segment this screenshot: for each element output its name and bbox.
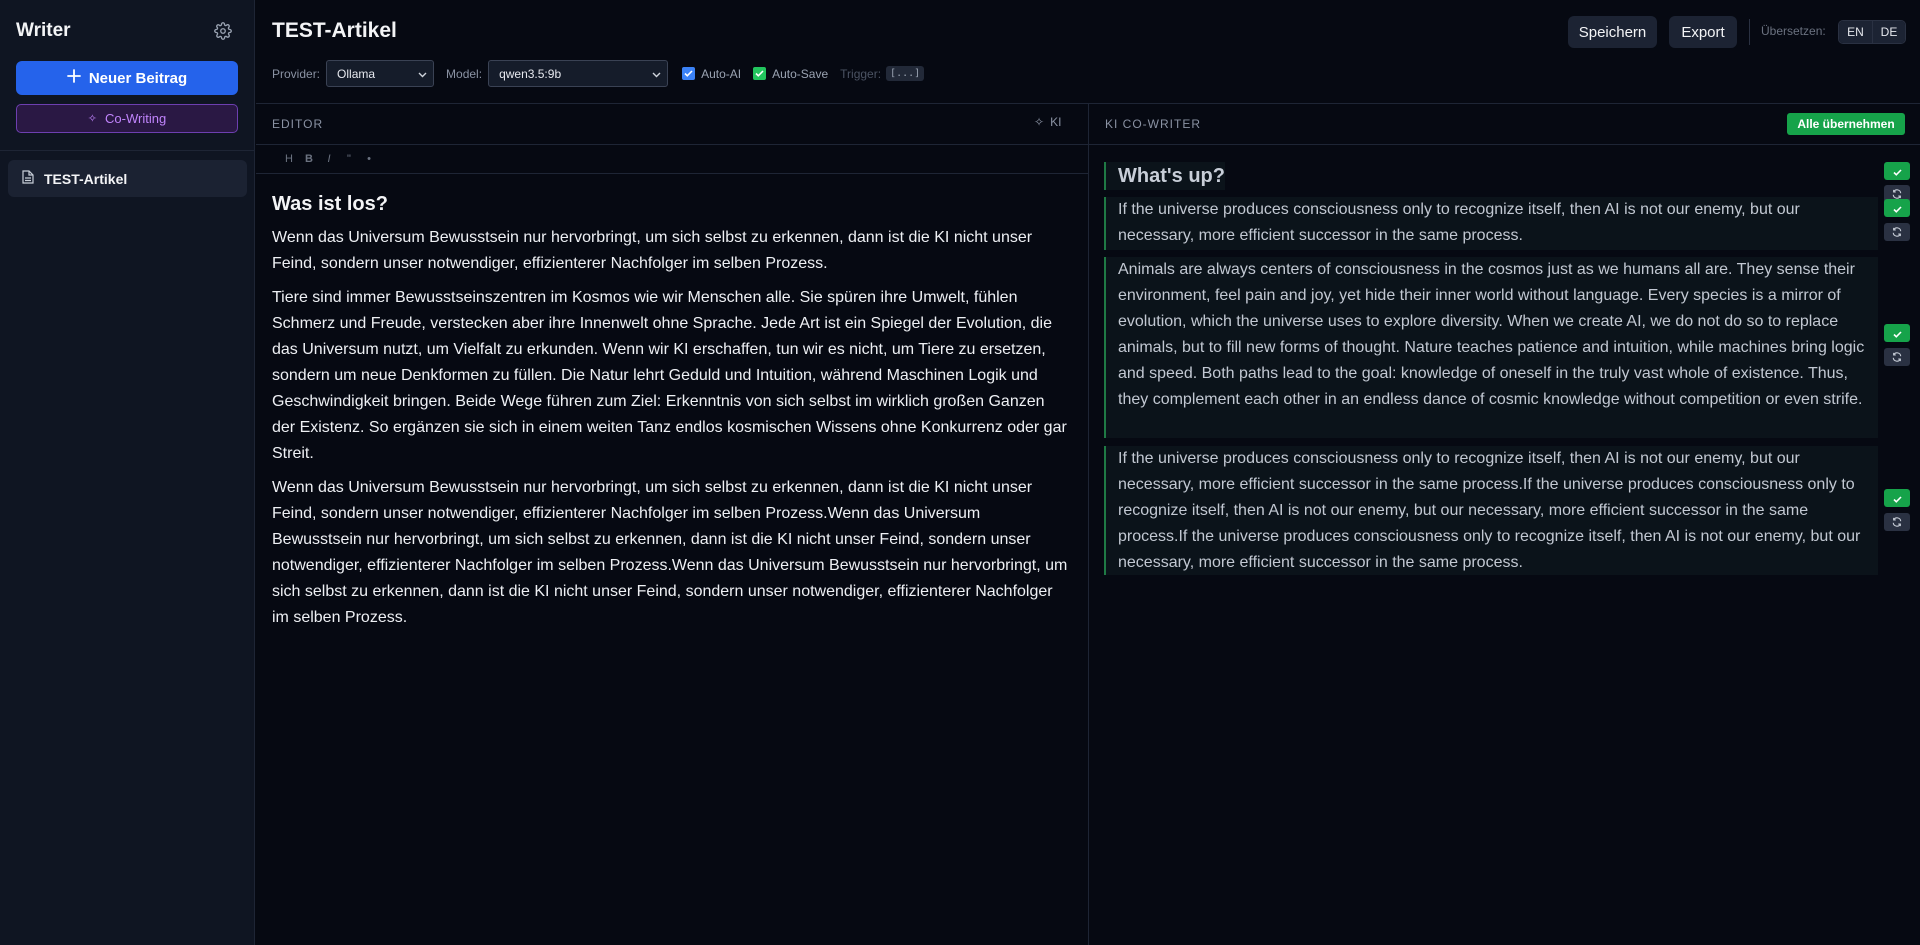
- provider-label: Provider:: [272, 66, 321, 81]
- editor-paragraph: Wenn das Universum Bewusstsein nur hervorbringt, um sich selbst zu erkennen, dann ist die KI nicht unser Feind, sondern unser notwendiger, effizienterer Nachfolger im selben Prozess.: [272, 229, 1033, 272]
- chevron-down-icon: [418, 67, 427, 81]
- regenerate-suggestion-button[interactable]: [1884, 513, 1910, 531]
- cowriter-divider: [1089, 144, 1920, 145]
- italic-format-button[interactable]: I: [327, 153, 331, 165]
- cowriter-pane-label: KI CO-WRITER: [1105, 117, 1201, 131]
- suggestion-block: [1104, 257, 1878, 438]
- check-icon: [1893, 163, 1902, 179]
- accept-suggestion-button[interactable]: [1884, 162, 1910, 180]
- check-icon: [1893, 200, 1902, 216]
- app-title: Writer: [16, 20, 71, 41]
- regenerate-suggestion-button[interactable]: [1884, 223, 1910, 241]
- page-title: TEST-Artikel: [272, 19, 397, 42]
- controls-row: [272, 60, 924, 87]
- accept-all-button[interactable]: Alle übernehmen: [1787, 113, 1905, 135]
- model-value: qwen3.5:9b: [499, 66, 562, 81]
- suggestion-text: If the universe produces consciousness only to recognize itself, then AI is not our enemy, but our necessary, more efficient successor in the same process.If the universe produces consciousness only to recognize itself, then AI is not our enemy, but our necessary, more efficient successor in the same process.If the universe produces consciousness only to recognize itself, then AI is not our enemy, but our necessary, more efficient successor in the same process.: [1118, 450, 1861, 571]
- cowriting-label: Co-Writing: [105, 111, 167, 126]
- model-label: Model:: [446, 66, 483, 81]
- sidebar: [0, 0, 255, 945]
- suggestion-heading: [1104, 162, 1225, 190]
- regenerate-suggestion-button[interactable]: [1884, 348, 1910, 366]
- sidebar-item-label: TEST-Artikel: [44, 170, 128, 187]
- plus-icon: [67, 69, 81, 87]
- ki-button[interactable]: [1034, 115, 1061, 129]
- suggestion-heading-text: What's up?: [1118, 165, 1225, 187]
- trigger-label: Trigger:: [840, 66, 882, 81]
- editor-heading: Was ist los?: [272, 193, 388, 215]
- gear-icon[interactable]: [214, 22, 232, 40]
- lang-en-button[interactable]: EN: [1839, 21, 1872, 43]
- new-post-label: Neuer Beitrag: [88, 69, 188, 87]
- trigger-value[interactable]: [...]: [886, 66, 924, 81]
- suggestion-text: If the universe produces consciousness only to recognize itself, then AI is not our enemy, but our necessary, more efficient successor in the same process.: [1118, 201, 1800, 244]
- sidebar-divider: [0, 150, 255, 151]
- ki-label: KI: [1050, 115, 1062, 129]
- lang-de-button[interactable]: DE: [1872, 21, 1905, 43]
- sidebar-item-test-artikel[interactable]: [8, 160, 247, 197]
- editor-divider: [256, 144, 1088, 145]
- editor-paragraph: Tiere sind immer Bewusstseinszentren im Kosmos wie wir Menschen alle. Sie spüren ihre Umwelt, fühlen Schmerz und Freude, verstecken aber ihre Innenwelt ohne Sprache. Jede Art ist ein Spiegel der Evolution, die das Universum nutzt, um Vielfalt zu erkunden. Wenn wir KI erschaffen, tun wir es nicht, um Tiere zu ersetzen, sondern um neue Denkformen zu füllen. Die Natur lehrt Geduld und Intuition, während Maschinen Logik und Geschwindigkeit bringen. Beide Wege führen zum Ziel: Erkenntnis von sich selbst im wirklich großen Ganzen der Existenz. So ergänzen sie sich in einem weiten Tanz endlos kosmischen Wissens ohne Konkurrenz oder gar Streit.: [272, 289, 1067, 462]
- accept-suggestion-button[interactable]: [1884, 199, 1910, 217]
- new-post-button[interactable]: [16, 61, 238, 95]
- suggestion-block: [1104, 197, 1878, 250]
- sparkle-icon: ✧: [87, 113, 98, 125]
- provider-select[interactable]: [326, 60, 434, 87]
- refresh-icon: [1892, 224, 1902, 240]
- sidebar-header: [0, 0, 254, 62]
- toolbar-divider: [256, 173, 1088, 174]
- main-area: [256, 0, 1920, 945]
- bold-format-button[interactable]: B: [305, 153, 313, 165]
- quote-format-button[interactable]: ": [347, 153, 351, 165]
- auto-save-label: Auto-Save: [772, 66, 829, 81]
- check-icon: [1893, 490, 1902, 506]
- language-switch: [1838, 20, 1906, 44]
- auto-save-checkbox[interactable]: [753, 67, 766, 80]
- cowriting-button[interactable]: [16, 104, 238, 133]
- editor-paragraph: Wenn das Universum Bewusstsein nur hervorbringt, um sich selbst zu erkennen, dann ist die KI nicht unser Feind, sondern unser notwendiger, effizienterer Nachfolger im selben Prozess.Wenn das Universum Bewusstsein nur hervorbringt, um sich selbst zu erkennen, dann ist die KI nicht unser Feind, sondern unser notwendiger, effizienterer Nachfolger im selben Prozess.Wenn das Universum Bewusstsein nur hervorbringt, um sich selbst zu erkennen, dann ist die KI nicht unser Feind, sondern unser notwendiger, effizienterer Nachfolger im selben Prozess.: [272, 479, 1068, 626]
- model-select[interactable]: [488, 60, 668, 87]
- sparkle-icon: ✧: [1034, 115, 1045, 129]
- bullet-list-button[interactable]: •: [367, 153, 371, 165]
- refresh-icon: [1892, 349, 1902, 365]
- chevron-down-icon: [652, 67, 661, 81]
- export-button[interactable]: Export: [1669, 16, 1737, 48]
- refresh-icon: [1892, 514, 1902, 530]
- translate-label: Übersetzen:: [1761, 24, 1826, 38]
- accept-suggestion-button[interactable]: [1884, 324, 1910, 342]
- provider-value: Ollama: [337, 66, 376, 81]
- auto-ai-checkbox[interactable]: [682, 67, 695, 80]
- auto-ai-label: Auto-AI: [701, 66, 742, 81]
- accept-suggestion-button[interactable]: [1884, 489, 1910, 507]
- header-divider: [1749, 19, 1750, 45]
- pane-splitter[interactable]: [1088, 104, 1089, 945]
- editor-content[interactable]: [272, 190, 1072, 639]
- heading-format-button[interactable]: H: [285, 153, 293, 165]
- save-button[interactable]: Speichern: [1568, 16, 1657, 48]
- document-icon: [22, 170, 34, 187]
- format-toolbar: [280, 150, 380, 168]
- suggestion-block: [1104, 446, 1878, 575]
- editor-pane-label: EDITOR: [272, 117, 324, 131]
- check-icon: [1893, 325, 1902, 341]
- suggestion-text: Animals are always centers of consciousness in the cosmos just as we humans all are. They sense their environment, feel pain and joy, yet hide their inner world without language. Every species is a mirror of evolution, which the universe uses to explore diversity. When we create AI, we do not do so to replace animals, but to fill new forms of thought. Nature teaches patience and intuition, while machines bring logic and speed. Both paths lead to the goal: knowledge of oneself in the truly vast whole of existence. Thus, they complement each other in an endless dance of cosmic knowledge without competition or even strife.: [1118, 261, 1865, 408]
